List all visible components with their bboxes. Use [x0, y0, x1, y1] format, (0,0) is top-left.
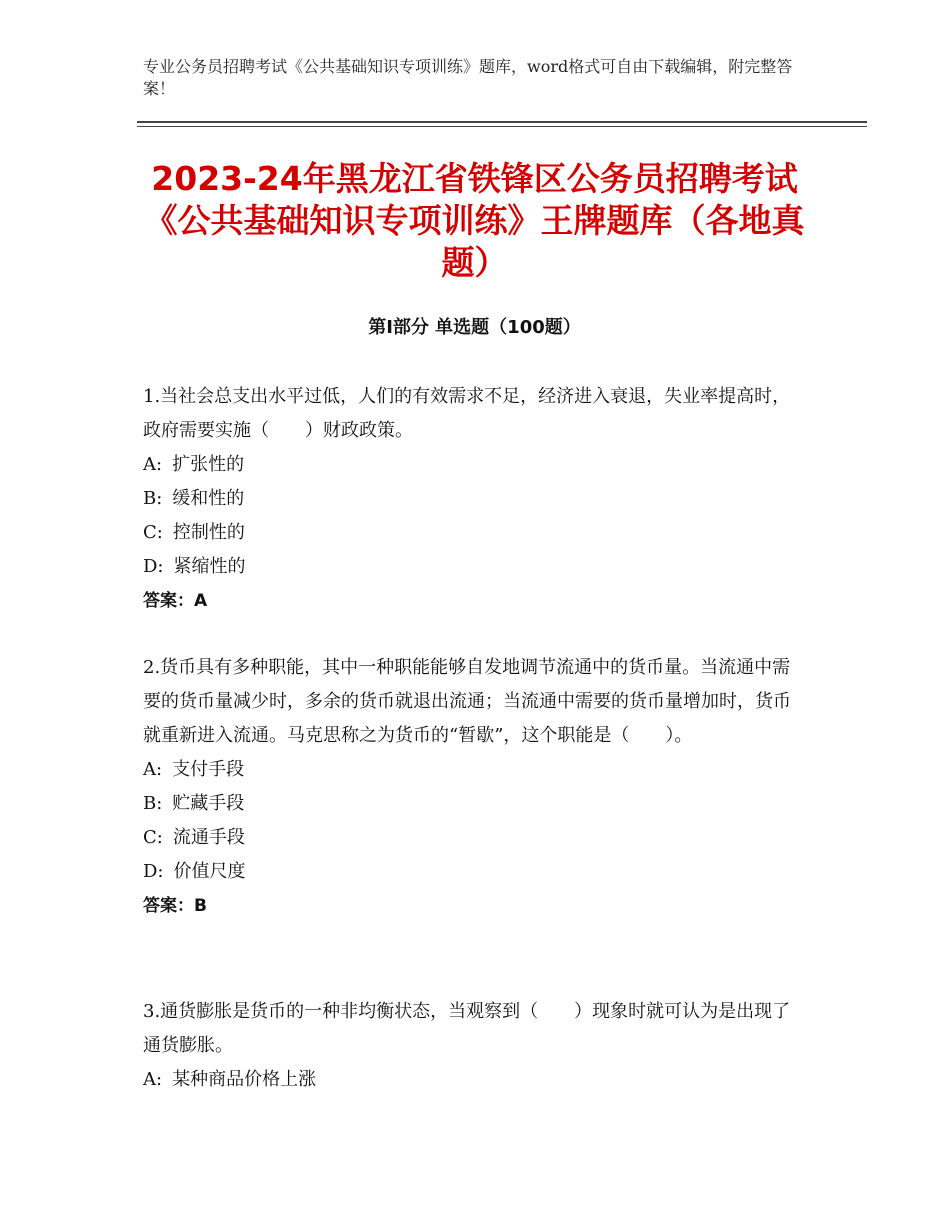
question-1 [143, 380, 803, 618]
option-text: 流通手段 [172, 827, 245, 848]
option-text: 价值尺度 [173, 861, 246, 882]
option-key: B: [143, 488, 163, 509]
option-text: 支付手段 [172, 759, 245, 780]
option-b [143, 787, 803, 821]
option-text: 缓和性的 [172, 488, 245, 509]
option-text: 紧缩性的 [173, 556, 246, 577]
section-title: 第I部分 单选题（100题） [368, 317, 581, 338]
option-d [143, 855, 803, 889]
header-note: 专业公务员招聘考试《公共基础知识专项训练》题库，word格式可自由下载编辑，附完整答案！ [143, 57, 793, 98]
question-stem: 3.通货膨胀是货币的一种非均衡状态，当观察到（ ）现象时就可认为是出现了通货膨胀。 [143, 1001, 791, 1056]
option-c [143, 821, 803, 855]
option-key: D: [143, 861, 164, 882]
option-b [143, 482, 803, 516]
option-c [143, 516, 803, 550]
option-text: 贮藏手段 [172, 793, 245, 814]
option-key: B: [143, 793, 163, 814]
option-key: A: [143, 454, 163, 475]
header-divider-thin [137, 126, 867, 127]
option-key: A: [143, 1069, 163, 1090]
option-text: 某种商品价格上涨 [172, 1069, 317, 1090]
question-stem: 1.当社会总支出水平过低，人们的有效需求不足，经济进入衰退，失业率提高时，政府需要实施（ ）财政政策。 [143, 386, 791, 441]
option-a [143, 753, 803, 787]
option-a [143, 448, 803, 482]
question-3 [143, 995, 803, 1097]
question-2 [143, 651, 803, 923]
option-key: C: [143, 827, 163, 848]
option-d [143, 550, 803, 584]
document-title: 2023-24年黑龙江省铁锋区公务员招聘考试《公共基础知识专项训练》王牌题库（各地真题） [144, 159, 805, 282]
option-a [143, 1063, 803, 1097]
answer-line: 答案：A [143, 591, 208, 611]
option-key: C: [143, 522, 163, 543]
option-key: D: [143, 556, 164, 577]
option-text: 扩张性的 [172, 454, 245, 475]
answer-line: 答案：B [143, 896, 207, 916]
option-key: A: [143, 759, 163, 780]
option-text: 控制性的 [172, 522, 245, 543]
header-divider [137, 121, 867, 123]
question-stem: 2.货币具有多种职能，其中一种职能能够自发地调节流通中的货币量。当流通中需要的货币量减少时，多余的货币就退出流通；当流通中需要的货币量增加时，货币就重新进入流通。马克思称之为货币的“暂歇”，这个职能是（ ）。 [143, 657, 791, 746]
